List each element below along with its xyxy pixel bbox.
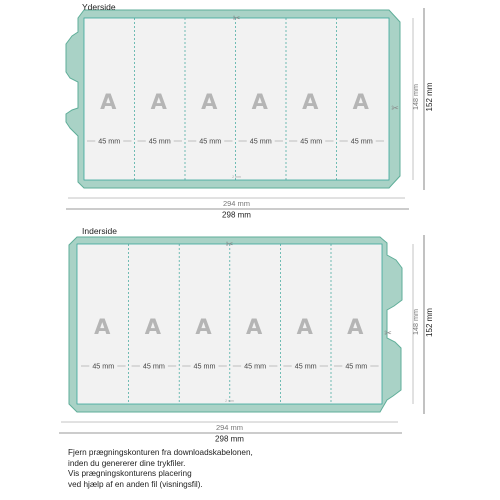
outer-height-label: 152 mm bbox=[425, 308, 434, 337]
column-letter: A bbox=[150, 90, 167, 114]
inner-width-label: 294 mm bbox=[222, 199, 251, 208]
outer-side-panel bbox=[66, 2, 434, 220]
panel-title: Inderside bbox=[82, 226, 117, 236]
column-letter: A bbox=[352, 90, 369, 114]
inner-width-label: 294 mm bbox=[215, 423, 244, 432]
bleed-mark-label: 2 mm bbox=[225, 399, 234, 403]
column-width-label: 45 mm bbox=[244, 361, 267, 371]
column-letter: A bbox=[94, 315, 111, 339]
note-line: inden du genererer dine trykfiler. bbox=[68, 458, 186, 468]
column-width-label: 45 mm bbox=[350, 136, 373, 146]
scissors-icon: ✂ bbox=[232, 14, 241, 24]
scissors-icon: ✂ bbox=[384, 329, 392, 339]
column-letter: A bbox=[347, 315, 364, 339]
column-letter: A bbox=[100, 90, 117, 114]
column-letter: A bbox=[201, 90, 218, 114]
scissors-icon: ✂ bbox=[391, 104, 399, 114]
column-width-label: 45 mm bbox=[142, 361, 165, 371]
column-letter: A bbox=[245, 315, 263, 339]
column-width-label: 45 mm bbox=[249, 136, 272, 146]
column-width-label: 45 mm bbox=[98, 136, 121, 146]
column-letter: A bbox=[195, 315, 212, 339]
panel-title: Yderside bbox=[82, 2, 116, 12]
outer-width-label: 298 mm bbox=[215, 434, 244, 444]
bleed-mark-label: 2 mm bbox=[232, 175, 241, 179]
note-line: Fjern prægningskonturen fra downloadskabelonen, bbox=[68, 448, 253, 457]
column-letter: A bbox=[144, 315, 162, 339]
column-width-label: 45 mm bbox=[300, 136, 323, 146]
scissors-icon: ✂ bbox=[225, 240, 234, 250]
column-width-label: 45 mm bbox=[92, 361, 115, 371]
column-width-label: 45 mm bbox=[148, 136, 171, 146]
column-letter: A bbox=[302, 90, 319, 114]
outer-height-label: 152 mm bbox=[425, 82, 434, 112]
note-line: ved hjælp af en anden fil (visningsfil). bbox=[68, 479, 203, 489]
column-width-label: 45 mm bbox=[199, 136, 222, 146]
outer-width-label: 298 mm bbox=[222, 210, 251, 220]
inner-side-panel bbox=[59, 226, 434, 444]
note-line: Vis prægningskonturens placering bbox=[68, 469, 192, 479]
column-letter: A bbox=[296, 315, 313, 339]
column-width-label: 45 mm bbox=[345, 361, 368, 371]
inner-height-label: 148 mm bbox=[411, 84, 420, 110]
inner-height-label: 148 mm bbox=[411, 309, 420, 335]
instruction-note bbox=[68, 448, 253, 490]
page-area bbox=[84, 18, 389, 180]
column-letter: A bbox=[251, 90, 268, 114]
column-width-label: 45 mm bbox=[193, 361, 216, 371]
column-width-label: 45 mm bbox=[294, 361, 317, 371]
